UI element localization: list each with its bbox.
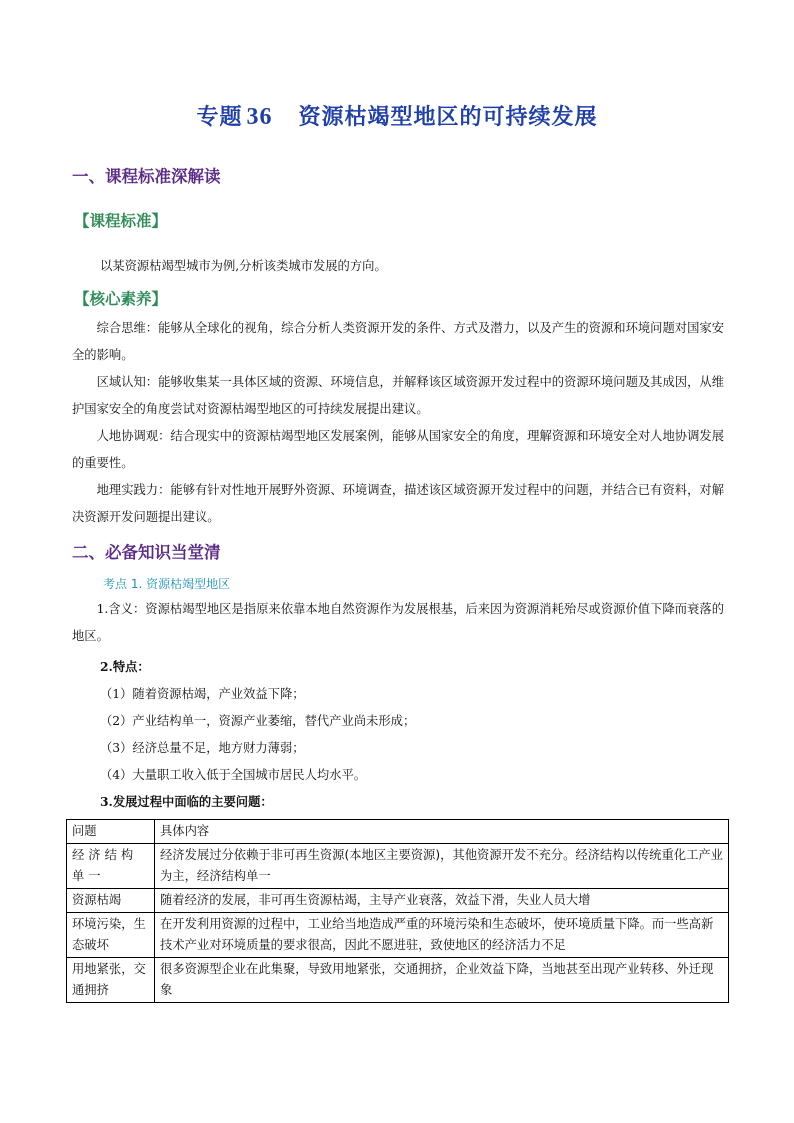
table-cell-content: 在开发利用资源的过程中，工业给当地造成严重的环境污染和生态破坏，使环境质量下降。而一些高新技术产业对环境质量的要求很高，因此不愿进驻，致使地区的经济活力不足 (155, 913, 729, 958)
feature-item-2: （2）产业结构单一，资源产业萎缩，替代产业尚未形成； (100, 714, 416, 728)
problems-table (66, 819, 729, 1003)
section-heading-knowledge: 二、必备知识当堂清 (72, 543, 221, 562)
kaodian-label: 考点 1. 资源枯竭型地区 (103, 577, 231, 591)
standard-text: 以某资源枯竭型城市为例,分析该类城市发展的方向。 (100, 259, 387, 273)
section-heading-standards: 一、课程标准深解读 (72, 167, 221, 186)
literacy-heading: 【核心素养】 (74, 290, 168, 308)
title-number: 36 (246, 104, 273, 130)
table-cell-problem: 用地紧张，交通拥挤 (67, 958, 155, 1003)
meaning-text: 1.含义：资源枯竭型地区是指原来依靠本地自然资源作为发展根基，后来因为资源消耗殆尽或资源价值下降而衰落的地区。 (72, 602, 724, 643)
title-text: 资源枯竭型地区的可持续发展 (298, 104, 598, 130)
table-row (67, 844, 729, 889)
table-row (67, 958, 729, 1003)
feature-item-1: （1）随着资源枯竭，产业效益下降； (100, 687, 305, 701)
table-cell-content: 经济发展过分依赖于非可再生资源(本地区主要资源)，其他资源开发不充分。经济结构以传统重化工产业为主，经济结构单一 (155, 844, 729, 889)
table-row (67, 889, 729, 913)
table-cell-problem: 环境污染，生态破坏 (67, 913, 155, 958)
table-cell-problem: 经济结构单一 (67, 844, 155, 889)
table-header-cell: 问题 (67, 820, 155, 844)
meaning-paragraph (72, 596, 724, 650)
literacy-paragraph-synthesis: 综合思维：能够从全球化的视角，综合分析人类资源开发的条件、方式及潜力，以及产生的资源和环境问题对国家安全的影响。 (72, 321, 724, 362)
literacy-paragraph-practice: 地理实践力：能够有针对性地开展野外资源、环境调查，描述该区域资源开发过程中的问题，并结合已有资料，对解决资源开发问题提出建议。 (72, 483, 724, 524)
feature-item-3: （3）经济总量不足，地方财力薄弱； (100, 741, 305, 755)
problems-label: 3.发展过程中面临的主要问题： (100, 794, 273, 809)
table-cell-content: 随着经济的发展，非可再生资源枯竭，主导产业衰落，效益下滑，失业人员大增 (155, 889, 729, 913)
feature-item-4: （4）大量职工收入低于全国城市居民人均水平。 (100, 768, 367, 782)
features-label: 2.特点： (100, 659, 150, 674)
table-header-cell: 具体内容 (155, 820, 729, 844)
table-row (67, 913, 729, 958)
standard-heading: 【课程标准】 (74, 212, 168, 230)
title-prefix: 专题 (196, 104, 243, 130)
page-title (0, 100, 794, 131)
literacy-paragraph-harmony: 人地协调观：结合现实中的资源枯竭型地区发展案例，能够从国家安全的角度，理解资源和环境安全对人地协调发展的重要性。 (72, 429, 724, 470)
literacy-paragraph-regional: 区域认知：能够收集某一具体区域的资源、环境信息，并解释该区域资源开发过程中的资源环境问题及其成因，从维护国家安全的角度尝试对资源枯竭型地区的可持续发展提出建议。 (72, 375, 724, 416)
table-cell-problem: 资源枯竭 (67, 889, 155, 913)
table-cell-content: 很多资源型企业在此集聚，导致用地紧张，交通拥挤，企业效益下降，当地甚至出现产业转移、外迁现象 (155, 958, 729, 1003)
table-header-row (67, 820, 729, 844)
